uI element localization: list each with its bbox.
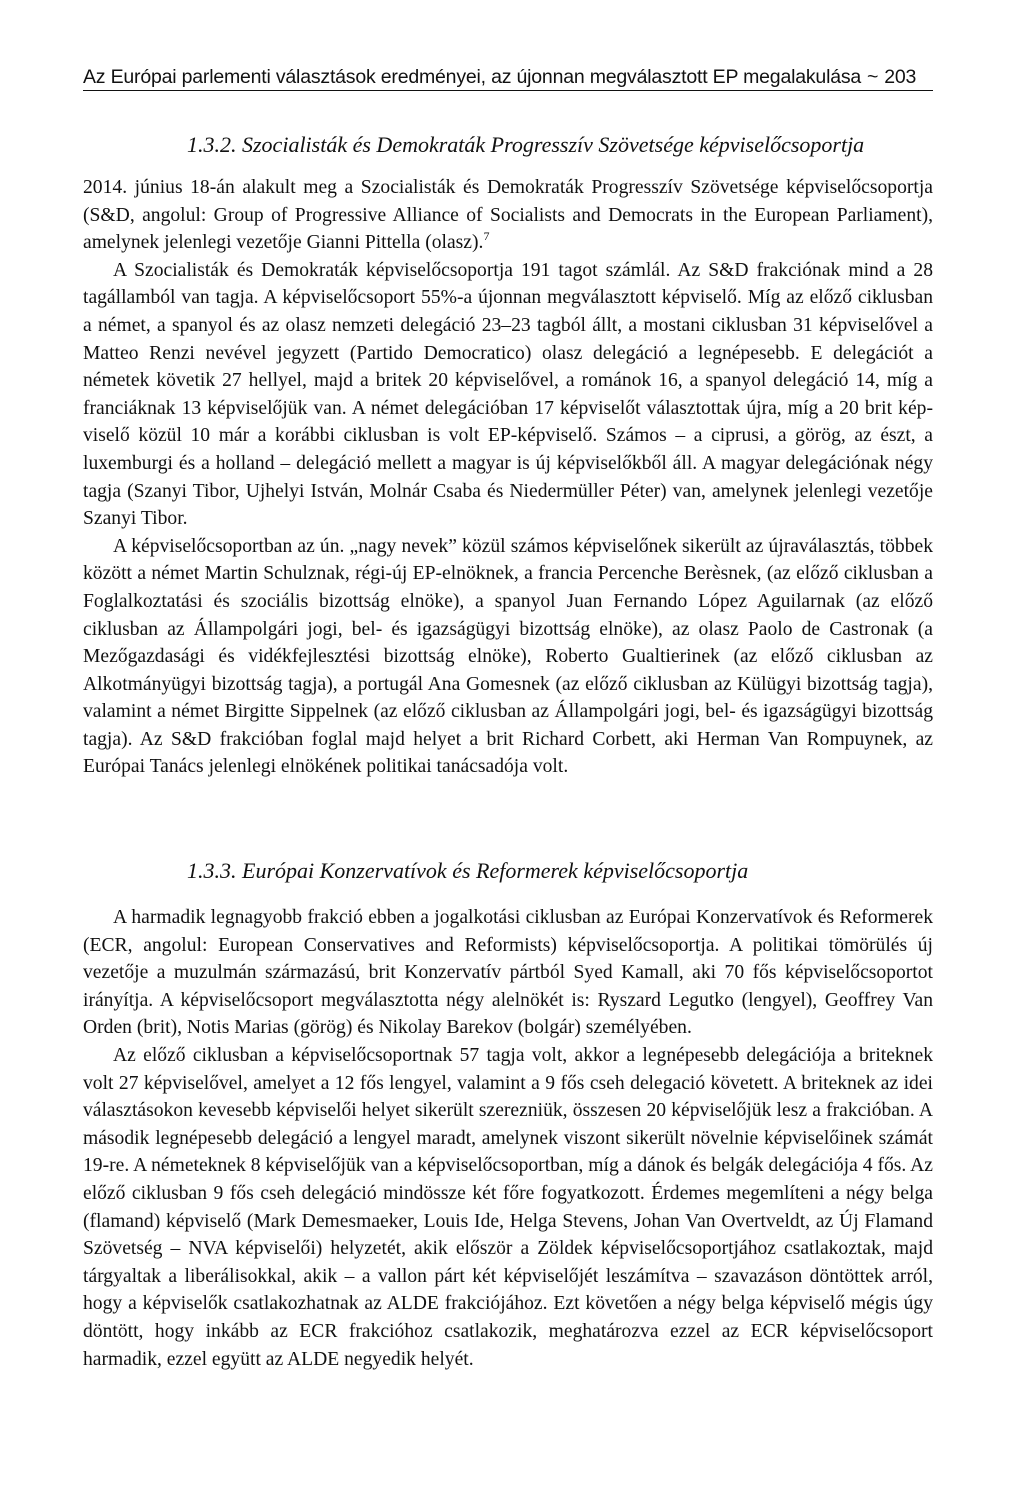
section-title-1-3-2: 1.3.2. Szocialisták és Demokraták Progresszív Szövetsége képviselőcsoportja	[187, 132, 865, 157]
paragraph: A harmadik legnagyobb frakció ebben a jogalkotási ciklusban az Európai Konzervatívok és Reformerek (ECR, angolul: European Conservatives and Reformists) képviselőcsoportja. A politikai tömörülés új vezetője a muzulmán származású, brit Konzervatív pártból Syed Kamall, aki 70 fős képviselőcsoportot irányítja. A képviselőcsoport megválasztotta négy alelnökét is: Ryszard Legutko (lengyel), Geoffrey Van Orden (brit), Notis Marias (görög) és Nikolay Barekov (bolgár) személyében.	[83, 907, 933, 1039]
paragraph: Az előző ciklusban a képviselőcsoportnak 57 tagja volt, akkor a legnépesebb delegációja a briteknek volt 27 képviselővel, amelyet a 12 fős lengyel, valamint a 9 fős cseh delegació követett. A briteknek az idei választásokon kevesebb képviselői helyet sikerült szerezniük, összesen 20 képviselőjük lesz a frakcióban. A második legnépesebb delegáció a lengyel maradt, amelynek viszont sikerült növelnie képviselőinek számát 19-re. A németeknek 8 képviselőjük van a képviselőcsoportban, míg a dánok és belgák delegációja 4 fős. Az előző ciklusban 9 fős cseh delegáció mindössze két főre fogyatkozott. Érdemes megemlíteni a négy belga (flamand) képviselő (Mark Demesmaeker, Louis Ide, Helga Stevens, Johan Van Overtveldt, az Új Flamand Szövetség – NVA képviselői) helyzetét, akik először a Zöldek képviselőcsoportjához csatlakoztak, majd tárgyaltak a liberálisokkal, akik – a vallon párt két képviselőjét leszámítva – szavazáson döntöttek arról, hogy a képviselők csatlakozhatnak az ALDE frakciójához. Ezt követően a négy belga képviselő mégis úgy döntött, hogy inkább az ECR frakcióhoz csatlakozik, meghatározva ezzel az ECR képviselőcsoport harmadik, ezzel együtt az ALDE negyedik helyét.	[83, 1044, 933, 1370]
section-title-1-3-3: 1.3.3. Európai Konzervatívok és Reformerek képviselőcsoportja	[187, 858, 749, 883]
running-title: Az Európai parlementi választások eredményei, az újonnan megválasztott EP megalakulása	[83, 66, 862, 88]
paragraph: A képviselőcsoportban az ún. „nagy nevek” közül számos képviselőnek sikerült az újraválasztás, többek között a német Martin Schulznak, régi-új EP-elnöknek, a francia Percenche Berèsnek, (az előző ciklusban a Foglalkoztatási és szociális bizottság elnöke), a spanyol Juan Fernando López Aguilarnak (az előző ciklusban az Állampolgári jogi, bel- és igazságügyi bizottság elnöke), az olasz Paolo de Castronak (a Mezőgazdasági és vidékfejlesztési bizottság elnöke), Roberto Gualtierinek (az előző ciklusban az Alkotmányügyi bizottság tagja), a portugál Ana Gomesnek (az előző ciklusban az Külügyi bizottság tagja), valamint a német Birgitte Sippelnek (az előző ciklusban az Állampolgári jogi, bel- és igazságügyi bizottság tagja). Az S&D frakcióban foglal majd helyet a brit Richard Corbett, aki Herman Van Rompuynek, az Európai Tanács jelenlegi elnökének politikai tanácsadója volt.	[83, 535, 933, 778]
section-1-3-3	[83, 856, 933, 1373]
header-separator: ~	[867, 66, 879, 88]
section-1-3-2	[83, 130, 933, 781]
running-header	[83, 64, 933, 91]
paragraph: A Szocialisták és Demokraták képviselőcsoportja 191 tagot számlál. Az S&D frakciónak mind a 28 tagállamból van tagja. A képviselőcsoport 55%-a újonnan megválasztott képviselő. Míg az előző ciklusban a német, a spanyol és az olasz nemzeti delegáció 23–23 tagból állt, a mostani ciklusban 31 képviselővel a Matteo Renzi nevével jegyzett (Partido Democratico) olasz delegáció a legnépesebb. E delegációt a németek követik 27 hellyel, majd a britek 20 képviselővel, a románok 16, a spanyol delegáció 14, míg a franciáknak 13 képviselőjük van. A német delegációban 17 képviselőt választottak újra, míg a 20 brit képviselő közül 10 már a korábbi ciklusban is volt EP-képviselő. Számos – a ciprusi, a görög, az észt, a luxemburgi és a holland – delegáció mellett a magyar is új képviselőkből áll. A magyar delegációnak négy tagja (Szanyi Tibor, Ujhelyi István, Molnár Csaba és Niedermüller Péter) van, amelynek jelenlegi vezetője Szanyi Tibor.	[83, 259, 933, 530]
page-number: 203	[884, 66, 917, 88]
paragraph-text: 2014. június 18-án alakult meg a Szocialisták és Demokraták Progresszív Szövetsége képviselőcsoportja (S&D, angolul: Group of Progressive Alliance of Socialists and Democrats in the European Parliament), amelynek jelenlegi vezetője Gianni Pittella (olasz).	[83, 177, 933, 254]
paragraph	[83, 174, 933, 257]
footnote-ref: 7	[483, 229, 490, 244]
